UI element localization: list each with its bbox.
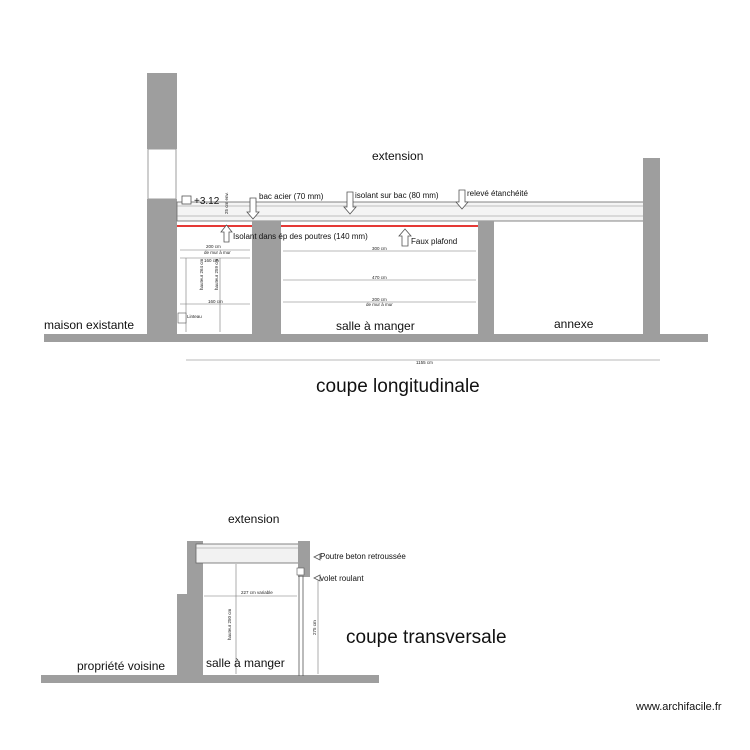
dim-200-note: de mur à mur: [204, 250, 231, 255]
annotation-waterproofing: relevé étanchéité: [467, 189, 528, 198]
dim-height-right: 275 cm: [312, 620, 317, 635]
roof-transverse: [196, 544, 300, 563]
dim-300: 300 cm: [372, 246, 387, 251]
annotation-false-ceiling: Faux plafond: [411, 237, 458, 246]
vertical-note: 25 cm env.: [224, 192, 229, 214]
label-dining-room-transverse: salle à manger: [206, 656, 285, 670]
dim-width: 227 cm variable: [241, 590, 273, 595]
label-existing-house: maison existante: [44, 318, 135, 332]
title-longitudinal: coupe longitudinale: [316, 376, 480, 397]
dim-height-b: hauteur 259 cm: [214, 258, 219, 290]
transverse-section: [41, 512, 507, 683]
label-annex: annexe: [554, 317, 594, 331]
roller-shutter-box: [297, 568, 304, 575]
annex-end-wall: [643, 158, 660, 334]
arrow-false-ceiling: [399, 229, 411, 246]
ground-slab-transverse: [41, 675, 379, 683]
existing-wall-window: [148, 149, 176, 199]
dimension-lines: [178, 244, 660, 365]
dim-height: hauteur 250 cm: [227, 608, 232, 640]
existing-wall-lower: [147, 199, 177, 335]
label-neighbouring-property: propriété voisine: [77, 659, 166, 673]
label-dining-room: salle à manger: [336, 319, 415, 333]
dim-160-b: 160 cm: [208, 299, 223, 304]
annotation-roller-shutter: volet roulant: [320, 574, 364, 583]
neighbour-wall: [177, 594, 187, 676]
extension-label: extension: [372, 149, 424, 163]
title-transverse: coupe transversale: [346, 627, 507, 648]
dim-bottom-200-note: de mur à mur: [366, 302, 393, 307]
lintel-note: Linteau: [187, 314, 202, 319]
annotation-beam-insulation: Isolant dans ép des poutres (140 mm): [233, 232, 368, 241]
watermark: www.archifacile.fr: [636, 701, 722, 713]
dim-height-a: hauteur 264 cm: [199, 258, 204, 290]
annotation-deck-insulation: isolant sur bac (80 mm): [355, 191, 439, 200]
level-marker: [182, 196, 191, 204]
annotation-steel-deck: bac acier (70 mm): [259, 192, 324, 201]
dim-total: 1155 cm: [416, 360, 433, 365]
dim-470: 470 cm: [372, 275, 387, 280]
roof-assembly: [177, 202, 653, 221]
interior-wall-2: [478, 221, 494, 334]
level-label: +3.12: [194, 196, 220, 207]
dim-160: 160 cm: [204, 258, 219, 263]
annotation-concrete-beam: Poutre beton retroussée: [320, 552, 406, 561]
dim-bottom-200: 200 cm: [372, 297, 387, 302]
lintel-marker: [178, 313, 186, 323]
ground-slab: [44, 334, 708, 342]
existing-wall-upper: [147, 73, 177, 149]
dim-200: 200 cm: [206, 244, 221, 249]
longitudinal-section: [44, 73, 708, 397]
extension-label-transverse: extension: [228, 512, 280, 526]
arrow-beam-insulation: [221, 225, 232, 242]
